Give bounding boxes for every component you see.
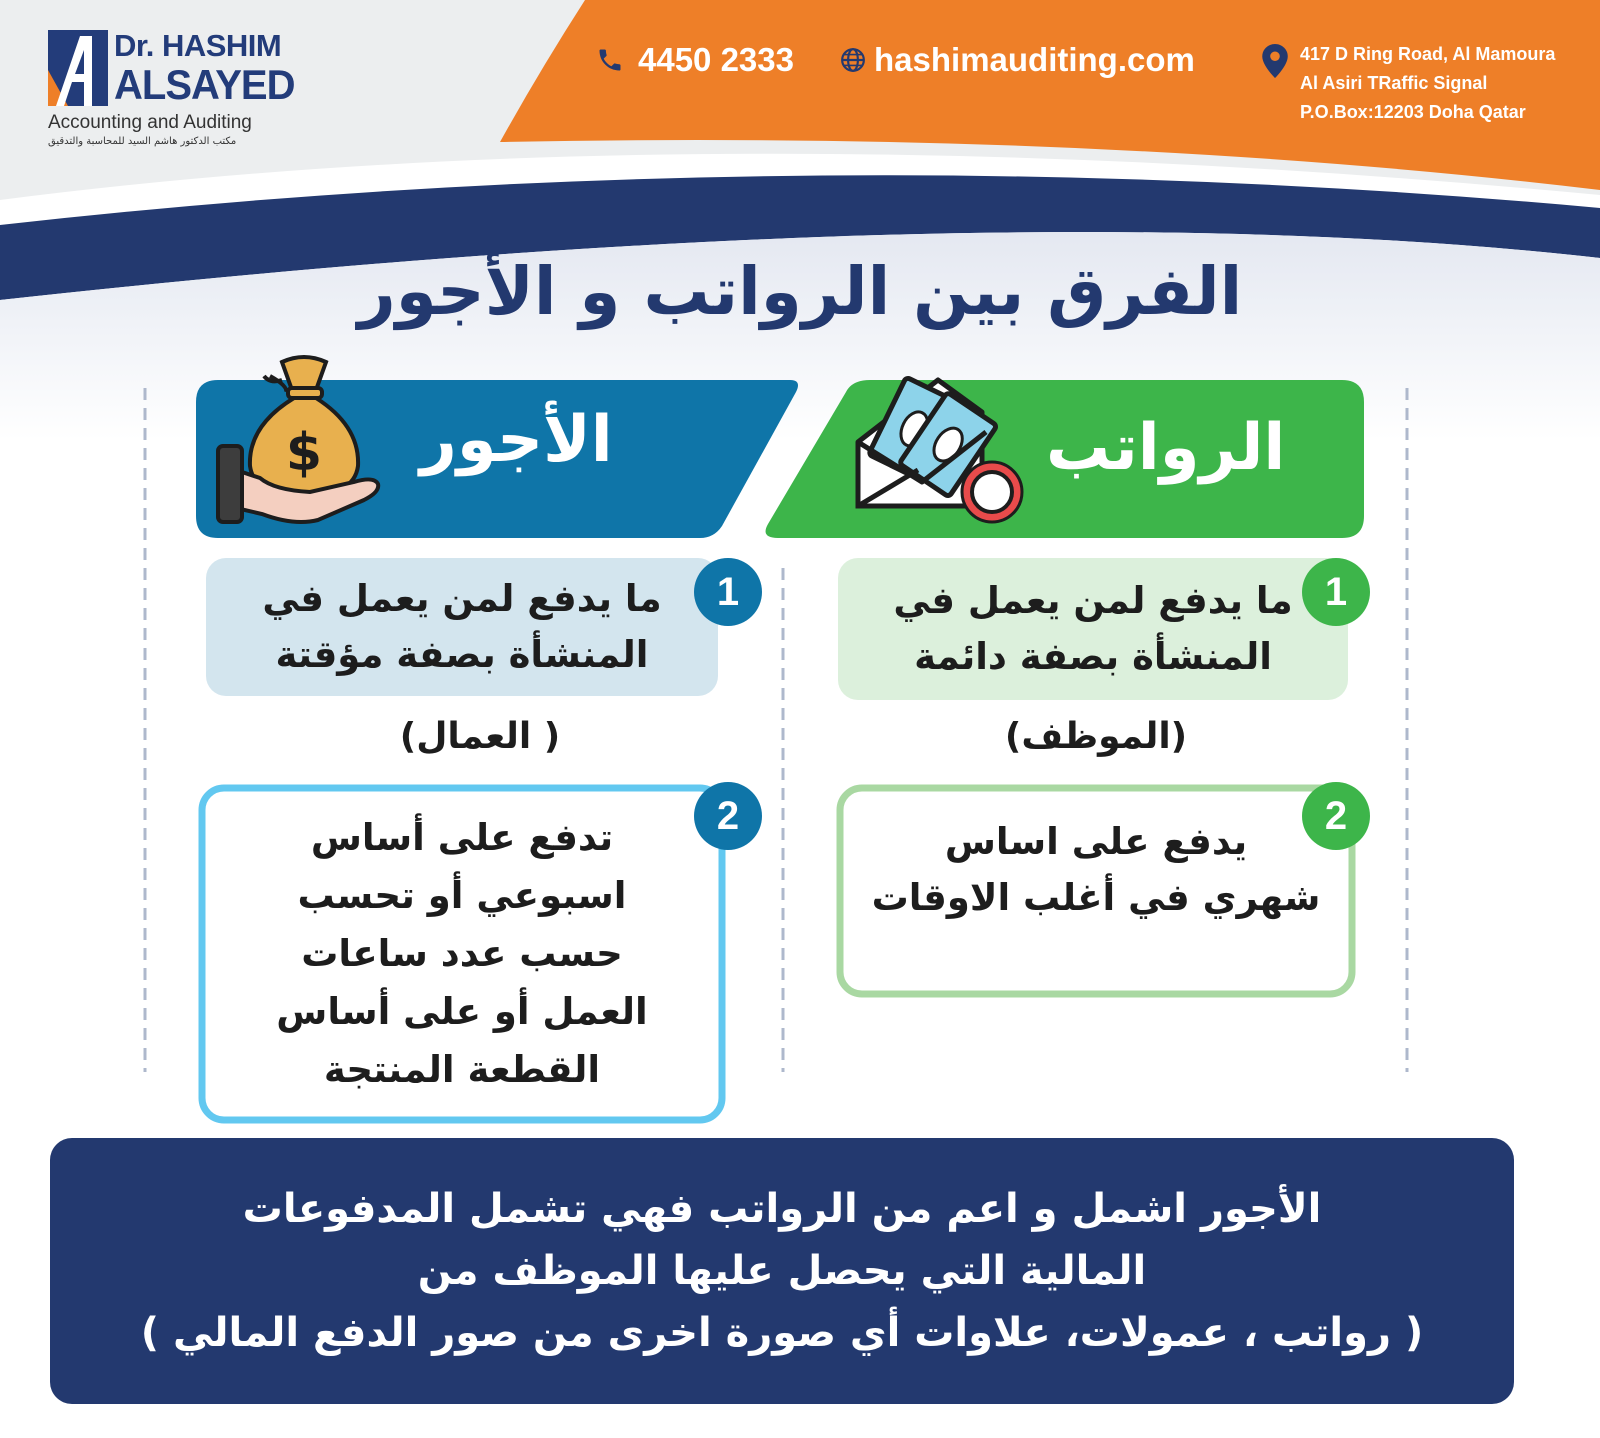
logo-tagline: Accounting and Auditing <box>48 112 252 133</box>
address-line-2: Al Asiri TRaffic Signal <box>1300 73 1488 93</box>
salaries-point1-box <box>838 558 1348 700</box>
wages-point2-badge: 2 <box>694 782 762 850</box>
wages-point1-badge: 1 <box>694 558 762 626</box>
phone-icon <box>596 46 624 74</box>
salaries-point2-line2: شهري في أغلب الاوقات <box>871 876 1321 919</box>
wages-point1-line1: ما يدفع لمن يعمل في <box>262 577 662 620</box>
contact-address <box>1262 42 1555 125</box>
wages-point2-line1: تدفع على أساس <box>310 816 614 859</box>
wages-point1-line2: المنشأة بصفة مؤقتة <box>275 633 649 676</box>
wages-point1-box <box>206 558 718 696</box>
footer-line-2: المالية التي يحصل عليها الموظف من <box>417 1248 1147 1294</box>
logo-arabic-name: مكتب الدكتور هاشم السيد للمحاسبة والتدقيق <box>48 136 237 147</box>
wages-point2-line3: حسب عدد ساعات <box>301 932 623 975</box>
logo-name-line2: ALSAYED <box>114 62 295 109</box>
page-title: الفرق بين الرواتب و الأجور <box>357 253 1243 330</box>
footer-line-3: ( رواتب ، عمولات، علاوات أي صورة اخرى من صور الدفع المالي ) <box>140 1310 1424 1356</box>
money-bag-hand-icon <box>214 350 394 530</box>
wages-point2-line2: اسبوعي أو تحسب <box>297 874 627 917</box>
phone-number: 4450 2333 <box>638 41 794 78</box>
salaries-point1-line1: ما يدفع لمن يعمل في <box>893 579 1293 622</box>
footer-summary <box>50 1138 1514 1404</box>
location-pin-icon <box>1262 44 1288 78</box>
svg-text:$: $ <box>285 423 323 483</box>
money-envelope-icon <box>852 366 1032 536</box>
wages-heading: الأجور <box>420 403 613 477</box>
wages-point2-line4: العمل أو على أساس <box>276 990 648 1033</box>
address-line-3: P.O.Box:12203 Doha Qatar <box>1300 102 1526 122</box>
website-url: hashimauditing.com <box>874 41 1195 78</box>
salaries-point1-line2: المنشأة بصفة دائمة <box>914 635 1272 678</box>
logo-name-line1: Dr. HASHIM <box>114 28 282 63</box>
salaries-point2-box <box>844 792 1348 990</box>
contact-website[interactable] <box>840 38 1195 82</box>
salaries-heading: الرواتب <box>1046 411 1286 485</box>
contact-phone[interactable] <box>596 38 794 82</box>
salaries-point1-label: (الموظف) <box>1004 716 1188 757</box>
footer-line-1: الأجور اشمل و اعم من الرواتب فهي تشمل المدفوعات <box>242 1186 1322 1232</box>
address-line-1: 417 D Ring Road, Al Mamoura <box>1300 44 1556 64</box>
salaries-point1-badge: 1 <box>1302 558 1370 626</box>
wages-point2-line5: القطعة المنتجة <box>323 1048 601 1091</box>
logo-a-mark-icon <box>48 30 108 106</box>
salaries-point2-badge: 2 <box>1302 782 1370 850</box>
wages-point1-label: ( العمال) <box>399 716 561 757</box>
company-logo <box>48 28 295 158</box>
salaries-point2-line1: يدفع على اساس <box>944 820 1248 863</box>
wages-point2-box <box>206 792 718 1116</box>
globe-icon <box>840 47 866 73</box>
